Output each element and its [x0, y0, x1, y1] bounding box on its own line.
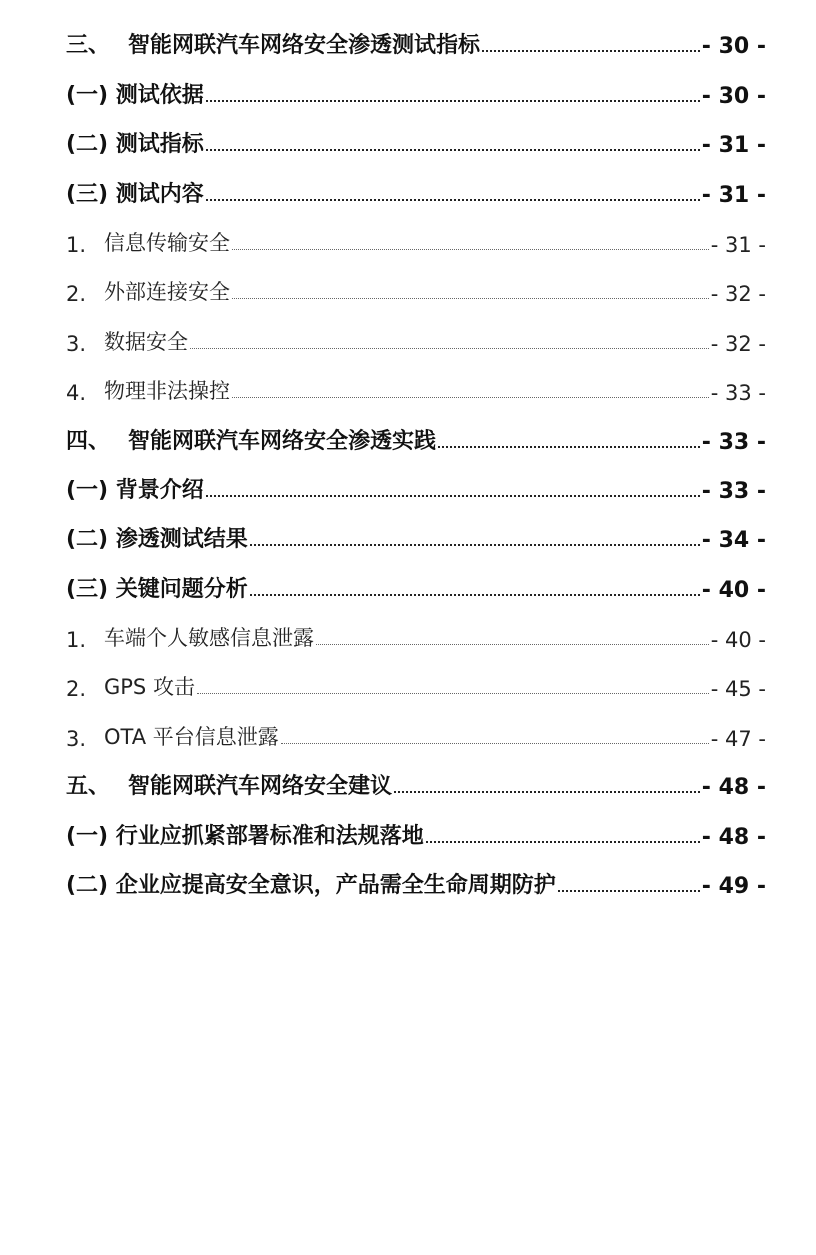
toc-entry-page: - 31 - — [701, 182, 766, 208]
toc-entry-title: (三) 测试内容 — [66, 181, 204, 207]
toc-entry-number: 2. — [66, 677, 87, 702]
toc-entry[interactable] — [66, 455, 766, 504]
toc-entry-number: 3. — [66, 331, 87, 356]
toc-entry-title: (二) 测试指标 — [66, 132, 204, 158]
toc-entry-title: 智能网联汽车网络安全渗透实践 — [128, 428, 437, 454]
toc-entry-page: - 40 - — [710, 628, 766, 653]
toc-entry-number: 1. — [66, 232, 87, 257]
dot-leader — [206, 98, 700, 102]
toc-entry[interactable] — [66, 109, 766, 158]
toc-entry-title: (二) 渗透测试结果 — [66, 527, 248, 553]
toc-entry[interactable] — [66, 257, 766, 306]
toc-entry[interactable] — [66, 553, 766, 602]
dot-leader — [250, 592, 700, 596]
dot-leader — [206, 197, 700, 201]
toc-entry-page: - 33 - — [701, 429, 766, 455]
dot-leader — [316, 642, 709, 645]
dot-leader — [281, 741, 709, 744]
toc-entry[interactable] — [66, 158, 766, 207]
toc-entry-page: - 32 - — [710, 331, 766, 356]
toc-entry[interactable] — [66, 701, 766, 750]
toc-entry-title: OTA 平台信息泄露 — [104, 724, 279, 749]
dot-leader — [482, 48, 700, 52]
toc-entry-number: 三、 — [66, 33, 111, 59]
toc-entry-page: - 49 - — [701, 874, 766, 900]
toc-entry-title: 物理非法操控 — [104, 379, 230, 404]
toc-entry-page: - 30 - — [701, 34, 766, 60]
toc-entry-title: (一) 背景介绍 — [66, 477, 204, 503]
dot-leader — [206, 493, 700, 497]
dot-leader — [250, 542, 700, 546]
toc-entry-title: 智能网联汽车网络安全渗透测试指标 — [128, 33, 481, 59]
toc-entry-number: 2. — [66, 282, 87, 307]
toc-entry-page: - 48 - — [701, 824, 766, 850]
dot-leader — [190, 346, 709, 349]
dot-leader — [426, 839, 700, 843]
toc-entry-page: - 47 - — [710, 726, 766, 751]
toc-entry-title: GPS 攻击 — [104, 675, 195, 700]
toc-entry-title: (二) 企业应提高安全意识，产品需全生命周期防护 — [66, 873, 556, 899]
dot-leader — [232, 296, 709, 299]
toc-entry-title: 信息传输安全 — [104, 230, 230, 255]
toc-entry-page: - 31 - — [710, 232, 766, 257]
toc-entry-page: - 33 - — [701, 478, 766, 504]
toc-entry-page: - 30 - — [701, 83, 766, 109]
toc-entry-title: 数据安全 — [104, 329, 188, 354]
toc-entry[interactable] — [66, 751, 766, 800]
toc-entry[interactable] — [66, 208, 766, 257]
toc-entry-title: (一) 行业应抓紧部署标准和法规落地 — [66, 823, 424, 849]
toc-entry-title: 外部连接安全 — [104, 280, 230, 305]
toc-entry-title: 车端个人敏感信息泄露 — [104, 626, 314, 651]
toc-entry[interactable] — [66, 356, 766, 405]
dot-leader — [558, 888, 700, 892]
dot-leader — [206, 147, 700, 151]
toc-entry[interactable] — [66, 59, 766, 108]
toc-entry[interactable] — [66, 405, 766, 454]
dot-leader — [438, 444, 700, 448]
toc-entry-title: (一) 测试依据 — [66, 82, 204, 108]
toc-entry-page: - 33 - — [710, 381, 766, 406]
toc-entry[interactable] — [66, 504, 766, 553]
toc-entry-page: - 48 - — [701, 775, 766, 801]
toc-entry-number: 四、 — [66, 428, 111, 454]
dot-leader — [232, 247, 709, 250]
toc-entry[interactable] — [66, 603, 766, 652]
table-of-contents — [66, 10, 766, 899]
dot-leader — [197, 691, 709, 694]
toc-entry[interactable] — [66, 10, 766, 59]
toc-entry-page: - 32 - — [710, 282, 766, 307]
toc-entry-page: - 31 - — [701, 133, 766, 159]
toc-entry-number: 4. — [66, 381, 87, 406]
toc-entry-number: 1. — [66, 628, 87, 653]
toc-entry-number: 3. — [66, 726, 87, 751]
toc-entry[interactable] — [66, 800, 766, 849]
toc-entry-page: - 45 - — [710, 677, 766, 702]
toc-entry[interactable] — [66, 652, 766, 701]
toc-entry-page: - 40 - — [701, 577, 766, 603]
toc-entry[interactable] — [66, 306, 766, 355]
toc-entry-title: 智能网联汽车网络安全建议 — [128, 774, 393, 800]
toc-entry-title: (三) 关键问题分析 — [66, 576, 248, 602]
dot-leader — [232, 395, 709, 398]
toc-entry[interactable] — [66, 850, 766, 899]
toc-entry-page: - 34 - — [701, 528, 766, 554]
toc-entry-number: 五、 — [66, 774, 111, 800]
dot-leader — [394, 789, 700, 793]
